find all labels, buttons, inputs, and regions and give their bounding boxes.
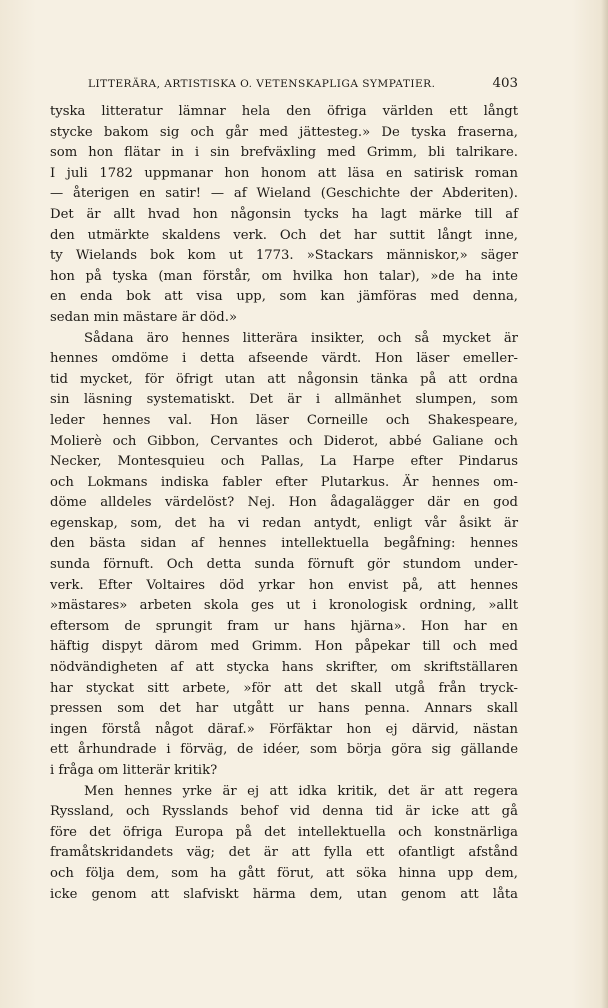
body-text bbox=[50, 102, 518, 905]
text-line: Det är allt hvad hon någonsin tycks ha lagt märke till af bbox=[50, 206, 518, 222]
text-line: sedan min mästare är död.» bbox=[50, 309, 238, 325]
text-line: nödvändigheten af att stycka hans skrifter, om skriftställaren bbox=[50, 660, 518, 676]
paragraph bbox=[50, 329, 518, 782]
text-line: I juli 1782 uppmanar hon honom att läsa en satirisk roman bbox=[50, 165, 518, 181]
text-line: leder hennes val. Hon läser Corneille och Shakespeare, bbox=[50, 412, 518, 428]
text-line: tyska litteratur lämnar hela den öfriga världen ett långt bbox=[50, 104, 518, 119]
text-line: framåtskridandets väg; det är att fylla ett ofantligt afstånd bbox=[50, 845, 518, 861]
text-line: en enda bok att visa upp, som kan jämföras med denna, bbox=[50, 289, 518, 305]
text-line: tid mycket, för öfrigt utan att någonsin tänka på att ordna bbox=[50, 371, 518, 387]
text-line: före det öfriga Europa på det intellektuella och konstnärliga bbox=[50, 824, 518, 840]
text-line: icke genom att slafviskt härma dem, utan genom att låta bbox=[50, 886, 518, 902]
page-edge-shadow bbox=[601, 0, 608, 1008]
text-line: hon på tyska (man förstår, om hvilka hon talar), »de ha inte bbox=[50, 268, 518, 284]
running-head: LITTERÄRA, ARTISTISKA O. VETENSKAPLIGA SYMPATIER. bbox=[88, 78, 436, 90]
text-line: den bästa sidan af hennes intellektuella begåfning: hennes bbox=[50, 536, 518, 552]
text-line: Ryssland, och Rysslands behof vid denna tid är icke att gå bbox=[50, 804, 518, 820]
text-line: egenskap, som, det ha vi redan antydt, enligt vår åsikt är bbox=[50, 515, 518, 531]
text-line: Necker, Montesquieu och Pallas, La Harpe efter Pindarus bbox=[50, 454, 518, 470]
text-line: pressen som det har utgått ur hans penna. Annars skall bbox=[50, 701, 518, 717]
text-line: sunda förnuft. Och detta sunda förnuft gör stundom under- bbox=[50, 557, 518, 573]
page-header bbox=[50, 76, 518, 96]
text-line: sin läsning systematiskt. Det är i allmänhet slumpen, som bbox=[50, 392, 518, 408]
text-line: ingen förstå något däraf.» Förfäktar hon ej därvid, nästan bbox=[50, 721, 518, 737]
text-line: verk. Efter Voltaires död yrkar hon envist på, att hennes bbox=[50, 577, 518, 593]
text-line: hennes omdöme i detta afseende värdt. Hon läser emeller- bbox=[50, 351, 518, 367]
text-line: har styckat sitt arbete, »för att det skall utgå från tryck- bbox=[50, 680, 518, 696]
page-number: 403 bbox=[492, 76, 518, 91]
text-line: Molierè och Gibbon, Cervantes och Diderot, abbé Galiane och bbox=[50, 433, 518, 449]
text-line: och Lokmans indiska fabler efter Plutarkus. Är hennes om- bbox=[50, 474, 518, 490]
text-line: som hon flätar in i sin brefväxling med Grimm, bli talrikare. bbox=[50, 145, 518, 161]
text-line: »mästares» arbeten skola ges ut i kronologisk ordning, »allt bbox=[50, 598, 518, 614]
text-line: ty Wielands bok kom ut 1773. »Stackars människor,» säger bbox=[50, 248, 518, 264]
text-line: ett århundrade i förväg, de idéer, som börja göra sig gällande bbox=[50, 742, 518, 758]
text-line: stycke bakom sig och går med jättesteg.» De tyska fraserna, bbox=[50, 124, 518, 140]
text-line: häftig dispyt därom med Grimm. Hon påpekar till och med bbox=[50, 639, 518, 655]
text-line: döme alldeles värdelöst? Nej. Hon ådagalägger där en god bbox=[50, 495, 518, 511]
text-line: eftersom de sprungit fram ur hans hjärna». Hon har en bbox=[50, 618, 518, 634]
text-line: Men hennes yrke är ej att idka kritik, det är att regera bbox=[84, 783, 518, 799]
text-line: och följa dem, som ha gått förut, att söka hinna upp dem, bbox=[50, 865, 518, 881]
text-line: Sådana äro hennes litterära insikter, och så mycket är bbox=[84, 330, 518, 346]
text-line: — återigen en satir! — af Wieland (Geschichte der Abderiten). bbox=[50, 186, 518, 202]
paragraph bbox=[50, 782, 518, 906]
text-line: den utmärkte skaldens verk. Och det har suttit långt inne, bbox=[50, 227, 518, 243]
paragraph bbox=[50, 102, 518, 329]
text-line: i fråga om litterär kritik? bbox=[50, 763, 218, 778]
